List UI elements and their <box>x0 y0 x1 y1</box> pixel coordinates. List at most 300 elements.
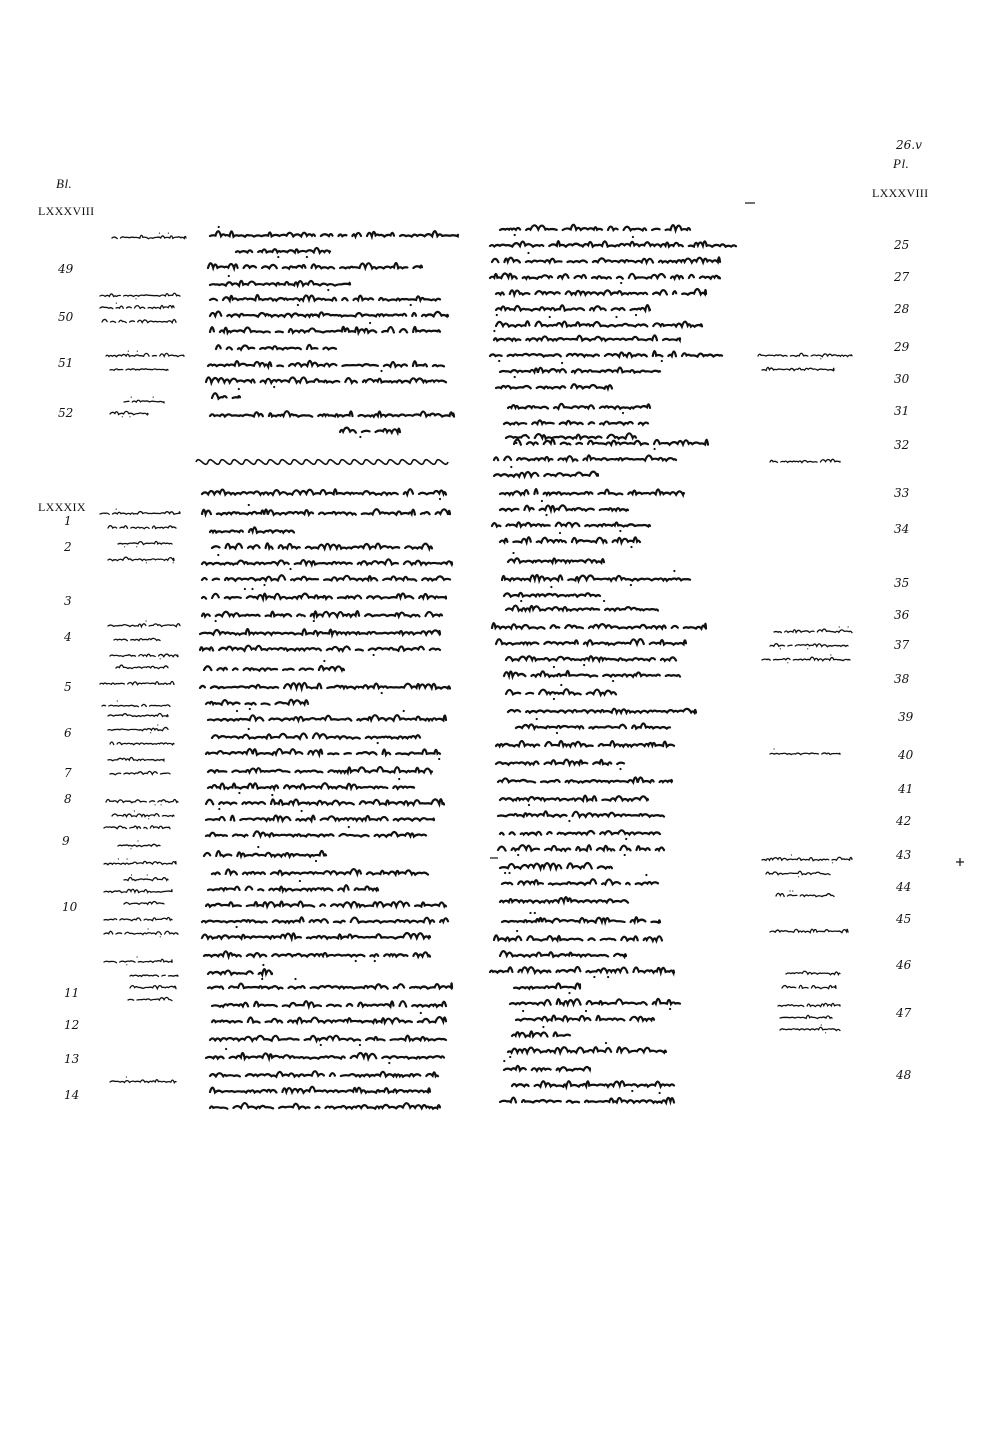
script-line <box>492 623 706 629</box>
script-line <box>124 902 164 905</box>
script-line <box>116 665 168 669</box>
script-dot <box>807 648 808 649</box>
script-line <box>112 814 174 817</box>
script-line <box>494 935 662 940</box>
script-dot <box>380 370 382 372</box>
script-dot <box>410 304 412 306</box>
script-dot <box>514 376 516 378</box>
script-line <box>216 345 336 350</box>
verse-number: 31 <box>894 404 910 418</box>
verse-number: 49 <box>58 262 74 276</box>
script-dot <box>514 234 516 236</box>
script-dot <box>124 546 125 547</box>
verse-number: 2 <box>64 540 72 554</box>
script-line <box>110 654 178 657</box>
script-line <box>202 559 452 564</box>
script-line <box>110 742 174 745</box>
script-dot <box>615 316 617 318</box>
script-line <box>496 741 674 747</box>
script-dot <box>327 289 329 291</box>
script-dot <box>825 1032 826 1033</box>
script-dot <box>625 838 627 840</box>
verse-number: 47 <box>896 1006 912 1020</box>
script-line <box>782 985 836 988</box>
script-dot <box>173 562 174 563</box>
script-dot <box>603 600 605 602</box>
script-line <box>202 933 430 939</box>
script-dot <box>136 546 137 547</box>
script-line <box>210 295 440 301</box>
script-dot <box>348 826 350 828</box>
script-dot <box>359 1044 361 1046</box>
verse-number: 48 <box>896 1068 912 1082</box>
script-line <box>498 845 664 851</box>
script-dot <box>619 768 621 770</box>
script-dot <box>294 978 296 980</box>
script-dot <box>496 314 498 316</box>
script-dot <box>249 708 251 710</box>
script-line <box>490 273 720 278</box>
script-line <box>492 522 650 526</box>
verse-number: 10 <box>62 900 78 914</box>
script-line <box>114 638 160 640</box>
verse-number: 30 <box>894 372 910 386</box>
script-line <box>490 351 722 357</box>
script-dot <box>131 874 132 875</box>
script-dot <box>155 804 156 805</box>
script-line <box>210 1036 446 1041</box>
script-line <box>210 1103 440 1109</box>
verse-number: 35 <box>894 576 910 590</box>
script-dot <box>137 956 138 957</box>
script-line <box>108 713 168 716</box>
script-line <box>496 321 702 327</box>
script-dot <box>568 820 570 822</box>
script-dot <box>420 1012 422 1014</box>
script-dot <box>848 626 849 627</box>
verse-number: 45 <box>896 912 912 926</box>
script-line <box>110 771 170 774</box>
verse-number: 52 <box>58 406 74 420</box>
script-dot <box>157 724 158 725</box>
script-line <box>508 558 604 562</box>
verse-number: 37 <box>894 638 910 652</box>
right-siglum: Pl. <box>893 156 910 171</box>
script-dot <box>374 960 376 962</box>
script-dot <box>148 928 149 929</box>
script-dot <box>439 498 441 500</box>
script-line <box>112 235 186 238</box>
script-line <box>108 624 180 627</box>
script-line <box>502 575 690 581</box>
verse-number: 4 <box>64 630 72 644</box>
script-line <box>762 657 850 661</box>
script-dot <box>160 658 161 659</box>
script-dot <box>654 448 656 450</box>
script-dot <box>583 664 585 666</box>
script-dot <box>381 692 383 694</box>
script-line <box>202 611 442 617</box>
script-line <box>208 715 446 721</box>
script-line <box>500 897 628 903</box>
script-dot <box>525 434 527 436</box>
script-dot <box>116 509 117 510</box>
script-line <box>128 997 172 1000</box>
script-line <box>514 439 708 444</box>
script-line <box>496 384 612 388</box>
script-dot <box>503 1060 505 1062</box>
verse-number: 5 <box>64 680 72 694</box>
script-dot <box>146 562 147 563</box>
script-line <box>500 225 690 231</box>
script-line <box>118 541 172 544</box>
script-line <box>516 1016 654 1021</box>
script-dot <box>536 718 538 720</box>
script-line <box>110 411 148 414</box>
script-line <box>212 393 240 398</box>
script-line <box>202 593 446 598</box>
script-line <box>492 257 720 262</box>
script-dot <box>159 233 160 234</box>
script-dot <box>550 586 552 588</box>
script-dot <box>137 351 138 352</box>
script-line <box>102 704 170 706</box>
script-line <box>124 878 168 881</box>
script-line <box>130 986 176 989</box>
script-dot <box>161 804 162 805</box>
script-dot <box>218 808 220 810</box>
right-main-column <box>490 225 736 1103</box>
script-line <box>208 361 444 367</box>
script-dot <box>560 684 562 686</box>
script-dot <box>509 1056 511 1058</box>
script-dot <box>262 964 264 966</box>
script-line <box>104 861 176 864</box>
script-dot <box>673 570 675 572</box>
script-dot <box>631 1090 633 1092</box>
script-line <box>500 951 626 957</box>
script-dot <box>301 810 303 812</box>
script-dot <box>168 233 169 234</box>
script-dot <box>632 236 634 238</box>
script-line <box>100 512 180 515</box>
script-dot <box>306 256 308 258</box>
script-dot <box>774 748 775 749</box>
script-dot <box>790 890 791 891</box>
script-line <box>104 889 172 892</box>
script-line <box>490 967 674 973</box>
verse-number: 27 <box>894 270 910 284</box>
script-line <box>496 639 686 645</box>
script-line <box>106 353 184 356</box>
left-section-header: LXXXVIII <box>38 204 95 218</box>
script-dot <box>377 742 379 744</box>
script-line <box>500 1098 674 1103</box>
script-dot <box>534 912 536 914</box>
right-section-header: LXXXVIII <box>872 186 929 200</box>
script-line <box>108 757 164 760</box>
script-line <box>208 263 422 269</box>
script-dot <box>568 992 570 994</box>
script-line <box>504 593 600 597</box>
script-line <box>200 646 440 651</box>
script-line <box>210 327 440 333</box>
script-line <box>104 931 178 934</box>
script-line <box>210 312 448 317</box>
script-line <box>500 830 660 834</box>
script-dot <box>820 358 821 359</box>
script-line <box>200 629 440 635</box>
script-line <box>786 971 840 974</box>
script-dot <box>498 360 500 362</box>
verse-number: 40 <box>898 748 914 762</box>
script-dot <box>528 804 530 806</box>
left-margin-glosses <box>100 233 186 1083</box>
script-dot <box>619 530 621 532</box>
script-line <box>212 733 420 738</box>
script-line <box>108 727 168 730</box>
script-line <box>208 983 452 988</box>
script-dot <box>215 620 217 622</box>
verse-number: 46 <box>896 958 912 972</box>
script-dot <box>118 858 119 859</box>
script-dot <box>622 412 624 414</box>
script-dot <box>830 654 831 655</box>
script-line <box>490 241 736 247</box>
script-dot <box>792 890 793 891</box>
script-dot <box>369 322 371 324</box>
script-line <box>508 1047 666 1052</box>
script-dot <box>373 654 375 656</box>
script-dot <box>516 930 518 932</box>
script-line <box>510 999 680 1005</box>
script-dot <box>607 976 609 978</box>
script-line <box>762 367 834 370</box>
script-dot <box>659 1092 661 1094</box>
script-dot <box>277 256 279 258</box>
script-dot <box>116 303 117 304</box>
script-dot <box>508 872 510 874</box>
verse-number: 42 <box>896 814 912 828</box>
script-line <box>212 543 432 548</box>
script-dot <box>261 978 263 980</box>
script-line <box>124 400 164 402</box>
script-line <box>780 1015 832 1018</box>
script-line <box>202 917 448 922</box>
script-dot <box>238 388 240 390</box>
script-dot <box>561 362 563 364</box>
script-dot <box>504 872 506 874</box>
script-line <box>118 844 160 846</box>
verse-number: 41 <box>898 782 914 796</box>
left-siglum: Bl. <box>56 176 73 191</box>
script-line <box>210 281 350 286</box>
script-line <box>494 335 680 340</box>
left-main-column <box>200 226 458 1109</box>
verse-number: 44 <box>896 880 912 894</box>
script-line <box>500 537 640 543</box>
script-line <box>106 800 178 803</box>
script-dot <box>839 626 840 627</box>
script-dot <box>137 840 138 841</box>
script-line <box>506 606 658 611</box>
script-dot <box>146 620 147 621</box>
script-dot <box>787 662 788 663</box>
script-line <box>496 305 650 310</box>
script-dot <box>388 1062 390 1064</box>
script-dot <box>669 1008 671 1010</box>
script-dot <box>126 1076 127 1077</box>
script-line <box>208 885 378 890</box>
script-dot <box>780 648 781 649</box>
verse-number: 34 <box>894 522 910 536</box>
script-line <box>210 1071 438 1077</box>
script-line <box>512 1031 570 1036</box>
script-line <box>500 796 648 801</box>
script-dot <box>313 620 315 622</box>
script-dot <box>263 584 265 586</box>
script-dot <box>585 1010 587 1012</box>
script-dot <box>135 298 136 299</box>
script-line <box>200 683 450 689</box>
stray-marks <box>490 203 964 866</box>
script-line <box>778 1003 840 1006</box>
script-dot <box>323 660 325 662</box>
script-line <box>506 656 676 660</box>
verse-number: 13 <box>64 1052 80 1066</box>
verse-number: 1 <box>64 514 72 528</box>
script-dot <box>271 794 273 796</box>
script-dot <box>549 316 551 318</box>
script-dot <box>248 504 250 506</box>
script-dot <box>238 792 240 794</box>
script-dot <box>553 666 555 668</box>
script-line <box>502 917 660 922</box>
script-line <box>204 666 344 671</box>
script-dot <box>593 976 595 978</box>
script-line <box>208 783 414 788</box>
verse-number: 6 <box>64 726 72 740</box>
script-dot <box>791 854 792 855</box>
script-dot <box>403 710 405 712</box>
script-line <box>108 526 176 529</box>
script-dot <box>160 936 161 937</box>
verse-number: 8 <box>64 792 72 806</box>
script-line <box>516 723 670 728</box>
script-line <box>494 472 598 477</box>
verse-number: 3 <box>64 594 72 608</box>
script-dot <box>122 416 123 417</box>
script-line <box>104 917 172 920</box>
script-dot <box>236 926 238 928</box>
script-dot <box>510 466 512 468</box>
script-dot <box>624 854 626 856</box>
script-dot <box>297 304 299 306</box>
script-line <box>212 1017 446 1023</box>
script-dot <box>257 846 259 848</box>
script-dot <box>129 416 130 417</box>
script-dot <box>661 360 663 362</box>
script-line <box>208 969 272 975</box>
script-line <box>498 777 672 782</box>
script-line <box>206 799 444 804</box>
script-line <box>770 929 848 932</box>
script-dot <box>225 1048 227 1050</box>
script-line <box>496 289 706 295</box>
script-line <box>504 1066 590 1071</box>
script-dot <box>126 964 127 965</box>
verse-number: 50 <box>58 310 74 324</box>
script-line <box>210 411 454 417</box>
verse-number: 51 <box>58 356 74 370</box>
right-margin-glosses <box>758 353 852 1033</box>
script-line <box>210 231 458 237</box>
script-line <box>206 831 426 836</box>
verse-number: 33 <box>894 486 910 500</box>
script-dot <box>134 810 135 811</box>
script-line <box>202 509 450 514</box>
section-ornament <box>196 460 448 465</box>
script-dot <box>630 584 632 586</box>
script-line <box>780 1027 840 1030</box>
script-dot <box>541 500 543 502</box>
script-line <box>206 700 308 705</box>
script-line <box>236 248 330 253</box>
script-line <box>210 527 294 532</box>
script-dot <box>545 514 547 516</box>
script-line <box>508 709 696 713</box>
script-dot <box>832 862 833 863</box>
script-dot <box>798 876 799 877</box>
script-dot <box>299 880 301 882</box>
script-dot <box>150 732 151 733</box>
script-line <box>514 983 580 988</box>
script-line <box>206 377 446 382</box>
verse-number: 39 <box>898 710 914 724</box>
verse-number: 28 <box>894 302 910 316</box>
script-line <box>110 369 168 370</box>
script-line <box>500 368 660 373</box>
script-line <box>110 1080 176 1083</box>
script-line <box>776 893 834 896</box>
script-dot <box>153 397 154 398</box>
script-dot <box>128 351 129 352</box>
script-dot <box>493 330 495 332</box>
script-line <box>206 901 446 906</box>
verse-number: 14 <box>64 1088 80 1102</box>
script-dot <box>520 600 522 602</box>
script-dot <box>438 758 440 760</box>
verse-number: 7 <box>64 766 72 780</box>
script-dot <box>147 874 148 875</box>
script-line <box>502 879 658 884</box>
script-line <box>130 975 178 976</box>
script-line <box>202 489 446 495</box>
script-dot <box>529 912 531 914</box>
script-line <box>512 1081 674 1087</box>
script-line <box>500 505 628 510</box>
script-dot <box>248 728 250 730</box>
script-dot <box>131 397 132 398</box>
script-line <box>210 1087 430 1093</box>
script-dot <box>355 960 357 962</box>
script-line <box>494 455 676 460</box>
script-dot <box>553 698 555 700</box>
verse-number: 29 <box>894 340 910 354</box>
script-line <box>766 871 830 874</box>
verse-number: 43 <box>896 848 912 862</box>
script-dot <box>556 732 558 734</box>
